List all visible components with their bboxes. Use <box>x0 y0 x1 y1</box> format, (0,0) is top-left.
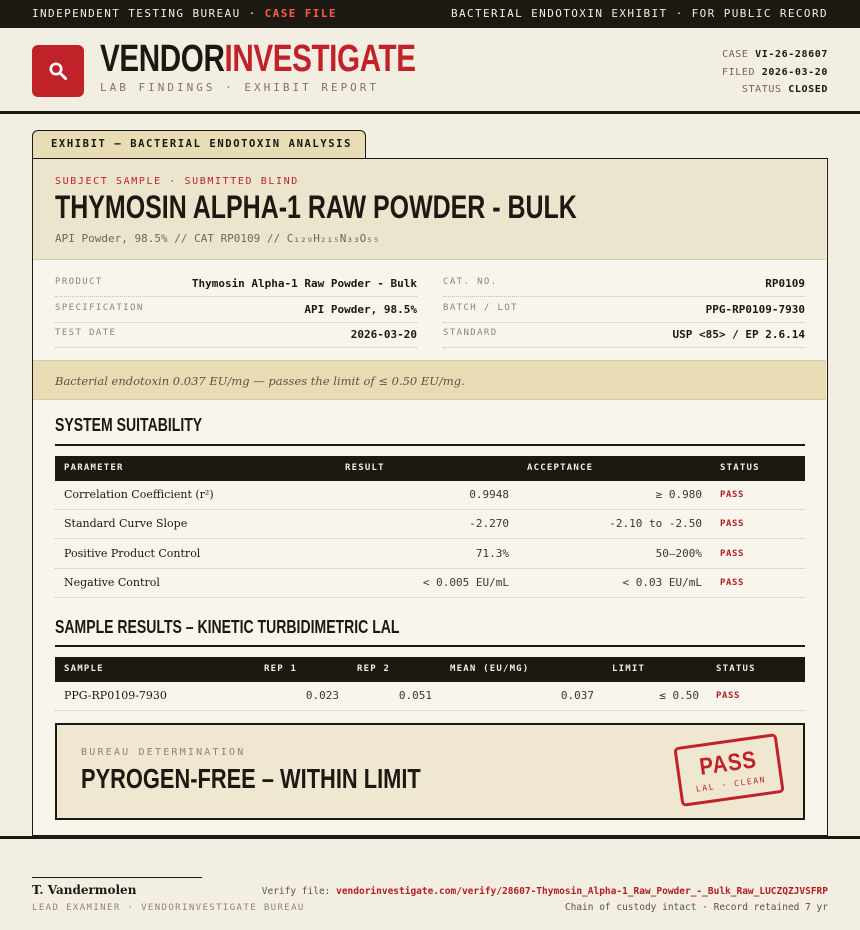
detail-label: BATCH / LOT <box>443 303 519 313</box>
result-cell: < 0.005 EU/mL <box>422 576 509 589</box>
column-header: SAMPLE <box>64 664 104 674</box>
detail-standard <box>443 328 805 348</box>
divider <box>443 347 805 348</box>
examiner-name: T. Vandermolen <box>32 883 137 897</box>
brand-subtitle: LAB FINDINGS · EXHIBIT REPORT <box>100 81 380 94</box>
magnifier-icon <box>48 61 68 81</box>
signature-line <box>32 877 202 878</box>
status-label: STATUS <box>741 84 782 95</box>
detail-label: SPECIFICATION <box>55 303 144 313</box>
detail-value: API Powder, 98.5% <box>304 303 417 316</box>
detail-value: USP <85> / EP 2.6.14 <box>672 328 805 341</box>
verify-line <box>262 886 828 897</box>
result-cell: -2.270 <box>469 517 509 530</box>
acceptance-cell: -2.10 to -2.50 <box>609 517 702 530</box>
detail-label: CAT. NO. <box>443 277 498 287</box>
brand-investigate: INVESTIGATE <box>224 38 416 80</box>
top-bar <box>0 0 860 28</box>
divider <box>443 296 805 297</box>
detail-label: PRODUCT <box>55 277 103 287</box>
parameter-cell: Positive Product Control <box>64 547 201 560</box>
parameter-cell: Negative Control <box>64 576 160 589</box>
result-summary: Bacterial endotoxin 0.037 EU/mg — passes the limit of ≤ 0.50 EU/mg. <box>33 360 826 400</box>
detail-label: TEST DATE <box>55 328 117 338</box>
results-title: SAMPLE RESULTS – KINETIC TURBIDIMETRIC LAL <box>55 617 400 637</box>
case-label: CASE <box>722 49 749 60</box>
column-header: RESULT <box>345 463 385 473</box>
table-row <box>55 540 805 569</box>
filed-date: 2026-03-20 <box>761 66 828 78</box>
table-row <box>55 569 805 598</box>
subject-title: THYMOSIN ALPHA-1 RAW POWDER - BULK <box>55 189 577 225</box>
exhibit-panel <box>32 158 828 836</box>
status-badge: PASS <box>720 578 745 588</box>
parameter-cell: Correlation Coefficient (r²) <box>64 488 214 501</box>
subject-section <box>33 159 826 260</box>
case-file-label: CASE FILE <box>264 7 337 20</box>
detail-batch-lot <box>443 303 805 323</box>
divider <box>55 347 417 348</box>
sample-cell: PPG-RP0109-7930 <box>64 689 167 702</box>
section-rule <box>55 645 805 647</box>
table-row <box>55 510 805 539</box>
limit-cell: ≤ 0.50 <box>659 689 699 702</box>
brand-wordmark <box>100 38 416 81</box>
acceptance-cell: < 0.03 EU/mL <box>622 576 702 589</box>
detail-label: STANDARD <box>443 328 498 338</box>
exhibit-tab: EXHIBIT — BACTERIAL ENDOTOXIN ANALYSIS <box>32 130 366 159</box>
results-table-header <box>55 657 805 682</box>
table-row <box>55 481 805 510</box>
acceptance-cell: ≥ 0.980 <box>655 488 702 501</box>
detail-product <box>55 277 417 297</box>
footer-rule <box>0 836 860 839</box>
case-meta <box>722 46 828 99</box>
determination-value: PYROGEN-FREE – WITHIN LIMIT <box>81 763 421 794</box>
status-value: CLOSED <box>788 84 828 95</box>
logo <box>32 45 84 97</box>
result-cell: 0.9948 <box>469 488 509 501</box>
detail-cat-no <box>443 277 805 297</box>
verify-label: Verify file: <box>261 886 337 897</box>
column-header: REP 2 <box>357 664 391 674</box>
detail-value: Thymosin Alpha-1 Raw Powder - Bulk <box>191 277 417 290</box>
bureau-label: INDEPENDENT TESTING BUREAU · <box>32 7 265 20</box>
status-badge: PASS <box>720 519 745 529</box>
bureau-determination <box>55 723 805 820</box>
subject-spec-line: API Powder, 98.5% // CAT RP0109 // C₁₂₉H₂₁₅N₃₃O₅₅ <box>55 232 380 245</box>
stamp-main: PASS <box>697 746 759 781</box>
divider <box>55 296 417 297</box>
rep1-cell: 0.023 <box>305 689 339 702</box>
column-header: STATUS <box>720 463 760 473</box>
top-bar-left <box>32 7 337 20</box>
column-header: REP 1 <box>264 664 298 674</box>
status-badge: PASS <box>720 549 745 559</box>
subject-kicker: SUBJECT SAMPLE · SUBMITTED BLIND <box>55 176 299 187</box>
case-number: VI-26-28607 <box>755 49 828 60</box>
rep2-cell: 0.051 <box>398 689 432 702</box>
pass-stamp <box>673 733 784 807</box>
detail-test-date <box>55 328 417 348</box>
detail-value: 2026-03-20 <box>350 328 417 341</box>
acceptance-cell: 50–200% <box>655 547 702 560</box>
stamp-sub: LAL · CLEAN <box>695 774 767 794</box>
column-header: STATUS <box>716 664 756 674</box>
result-cell: 71.3% <box>475 547 509 560</box>
verify-link[interactable]: vendorinvestigate.com/verify/28607-Thymosin_Alpha-1_Raw_Powder_-_Bulk_Raw_LUCZQZJVSFRP <box>336 886 828 897</box>
parameter-cell: Standard Curve Slope <box>64 517 188 530</box>
column-header: ACCEPTANCE <box>527 463 594 473</box>
site-header <box>0 28 860 114</box>
custody-note: Chain of custody intact · Record retained 7 yr <box>564 902 828 913</box>
mean-cell: 0.037 <box>560 689 594 702</box>
filed-label: FILED <box>722 66 756 78</box>
top-bar-right: BACTERIAL ENDOTOXIN EXHIBIT · FOR PUBLIC RECORD <box>450 7 828 20</box>
column-header: MEAN (EU/MG) <box>450 664 530 674</box>
brand-vendor: VENDOR <box>100 38 225 80</box>
column-header: LIMIT <box>612 664 646 674</box>
column-header: PARAMETER <box>64 463 124 473</box>
detail-value: PPG-RP0109-7930 <box>705 303 805 316</box>
suitability-title: SYSTEM SUITABILITY <box>55 415 203 435</box>
determination-label: BUREAU DETERMINATION <box>81 747 246 758</box>
status-badge: PASS <box>720 490 745 500</box>
detail-value: RP0109 <box>765 277 805 290</box>
table-row <box>55 682 805 711</box>
suitability-table-header <box>55 456 805 481</box>
detail-specification <box>55 303 417 323</box>
section-rule <box>55 444 805 446</box>
divider <box>55 322 417 323</box>
status-badge: PASS <box>716 691 741 701</box>
divider <box>443 322 805 323</box>
examiner-role: LEAD EXAMINER · VENDORINVESTIGATE BUREAU <box>32 903 305 913</box>
